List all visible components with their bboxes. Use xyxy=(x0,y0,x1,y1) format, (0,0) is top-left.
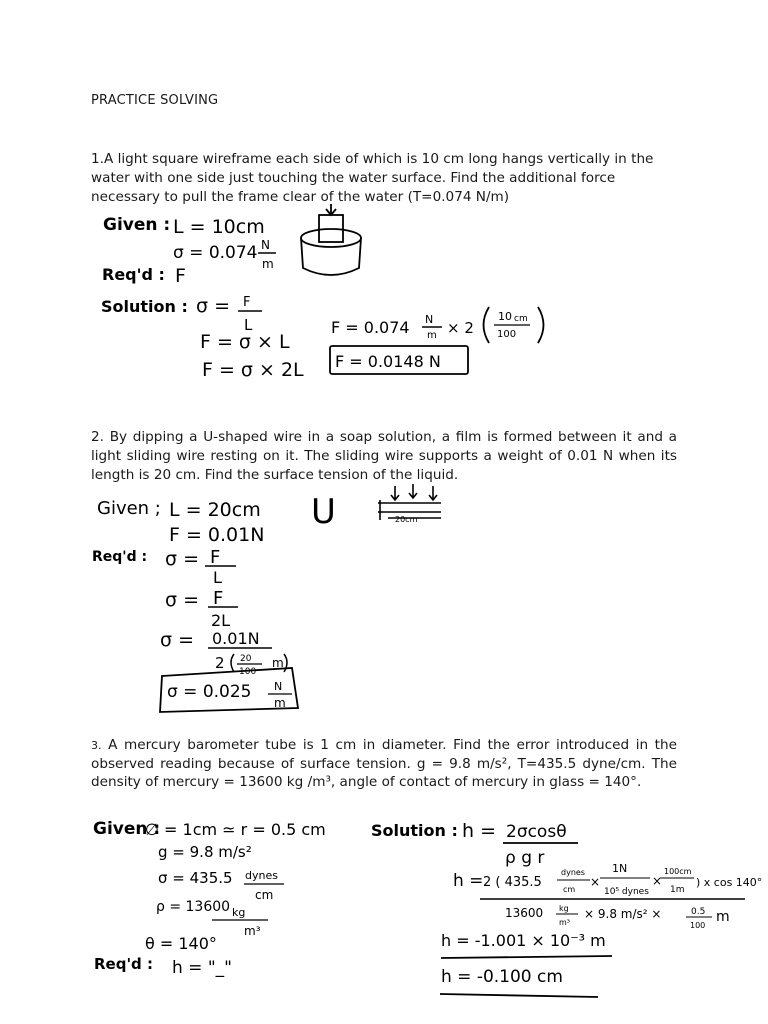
beaker-sketch-icon xyxy=(301,204,361,275)
given-label: Given : xyxy=(103,215,171,235)
answer-unit-n: N xyxy=(274,680,283,693)
u-shape-figure: U xyxy=(311,492,336,532)
eq3-hundred: 100 xyxy=(239,667,257,677)
sub-cm: cm xyxy=(563,885,576,894)
required-label: Req'd : xyxy=(102,265,165,284)
given-gravity: g = 9.8 m/s² xyxy=(158,843,252,861)
answer-unit-m: m xyxy=(274,696,286,710)
result-meters: h = -1.001 × 10⁻³ m xyxy=(441,931,606,950)
sub-ten: 10 xyxy=(498,310,512,323)
sub-hundred: 100 xyxy=(497,329,517,340)
solution-label: Solution : xyxy=(371,821,458,840)
eq1-den: L xyxy=(213,568,222,587)
sub-times-two: × 2 xyxy=(447,319,474,337)
required-label: Req'd : xyxy=(92,549,148,565)
answer-2: σ = 0.025 xyxy=(167,682,252,702)
sub-dynes: dynes xyxy=(561,868,585,877)
eq3-twenty: 20 xyxy=(240,654,252,664)
sub-numerator: 2 ( 435.5 xyxy=(483,875,542,890)
formula-denominator: ρ g r xyxy=(505,848,545,868)
solution-3 xyxy=(93,819,762,997)
problem-number: 1. xyxy=(91,151,104,167)
substitution: F = 0.074 xyxy=(331,318,410,337)
formula-h: h = xyxy=(462,820,497,842)
eq3-num: 0.01N xyxy=(212,629,260,648)
sub-unit-n: N xyxy=(425,313,434,326)
sub-1n: 1N xyxy=(612,862,628,875)
page-title: PRACTICE SOLVING xyxy=(91,93,219,108)
sub-den-gravity: × 9.8 m/s² × xyxy=(584,907,662,921)
problem-number: 3. xyxy=(91,739,102,752)
eq3-sigma: σ = xyxy=(160,629,195,651)
svg-text:×: × xyxy=(590,875,601,889)
given-diameter: ∅ = 1cm ≃ r = 0.5 cm xyxy=(145,820,326,839)
sub-den-half: 0.5 xyxy=(691,907,706,917)
solution-1 xyxy=(101,204,544,381)
problem-1 xyxy=(91,150,677,207)
given-angle: θ = 140° xyxy=(145,934,217,953)
result-centimeters: h = -0.100 cm xyxy=(441,967,563,987)
sub-den-m: m xyxy=(716,909,730,925)
sub-1m: 1m xyxy=(670,885,685,895)
sigma-eq: σ = xyxy=(196,295,231,317)
unit-cm: cm xyxy=(255,888,274,902)
svg-text:×: × xyxy=(652,874,663,888)
unit-m: m xyxy=(262,257,274,271)
sub-h: h = xyxy=(453,871,484,891)
eq3-den: 2 xyxy=(215,654,225,672)
problem-text: By dipping a U-shaped wire in a soap solution, a film is formed between it and a light sliding wire resting on it. The sliding wire supports a weight of 0.01 N when its length is 20 cm. Find the surface tension of the liquid. xyxy=(91,429,677,483)
equation-f1: F = σ × L xyxy=(200,331,290,353)
sub-den-m3: m³ xyxy=(559,918,570,927)
frac-num-f: F xyxy=(243,295,251,310)
problem-3 xyxy=(91,736,677,792)
given-length: L = 20cm xyxy=(169,499,261,521)
given-force: F = 0.01N xyxy=(169,524,265,546)
unit-m3: m³ xyxy=(244,924,261,938)
sub-den-kg: kg xyxy=(559,904,569,913)
problem-text: A mercury barometer tube is 1 cm in diameter. Find the error introduced in the observed reading because of surface tension. g = 9.8 m/s², T=435.5 dyne/cm. The density of mercury = 13600 kg /m³, angle of contact of mercury in glass = 140°. xyxy=(91,737,677,791)
given-tension: σ = 435.5 xyxy=(158,869,233,887)
eq2-den: 2L xyxy=(211,611,231,630)
equation-f2: F = σ × 2L xyxy=(202,359,304,381)
unit-n: N xyxy=(261,238,270,252)
given-density: ρ = 13600 xyxy=(156,899,231,915)
frac-den-l: L xyxy=(244,316,253,334)
unit-kg: kg xyxy=(232,906,246,919)
problem-text: A light square wireframe each side of which is 10 cm long hangs vertically in the water with one side just touching the water surface. Find the additional force necessary to pull the frame clear of the water (T=0.074 N/m) xyxy=(91,151,654,205)
eq3-unit-m: m xyxy=(272,656,284,670)
solution-2 xyxy=(92,484,441,712)
sub-unit-m: m xyxy=(427,330,437,341)
eq1-sigma: σ = xyxy=(165,548,200,570)
eq1-num: F xyxy=(210,547,221,568)
eq2-num: F xyxy=(213,588,224,609)
sub-1e5-dynes: 10⁵ dynes xyxy=(604,887,649,897)
required-label: Req'd : xyxy=(94,955,154,973)
eq2-sigma: σ = xyxy=(165,589,200,611)
formula-numerator: 2σcosθ xyxy=(506,822,567,842)
sub-cos: ) x cos 140° xyxy=(696,876,763,889)
problem-2 xyxy=(91,428,677,485)
given-label: Given : xyxy=(93,819,161,839)
sub-den-hundred: 100 xyxy=(690,921,706,930)
given-label: Given ; xyxy=(97,498,161,519)
given-length: L = 10cm xyxy=(173,216,265,238)
answer-1: F = 0.0148 N xyxy=(335,352,441,371)
sub-den-13600: 13600 xyxy=(505,906,544,920)
fig-length-label: 20cm xyxy=(395,515,418,524)
sub-100cm: 100cm xyxy=(664,867,692,876)
required-value: F xyxy=(175,265,186,287)
problem-number: 2. xyxy=(91,429,104,445)
unit-dynes: dynes xyxy=(245,869,278,882)
solution-label: Solution : xyxy=(101,297,188,316)
sub-cm: cm xyxy=(514,314,528,324)
sliding-wire-sketch-icon xyxy=(378,484,441,520)
given-tension: σ = 0.074 xyxy=(173,243,258,263)
required-value: h = "_" xyxy=(172,958,232,978)
